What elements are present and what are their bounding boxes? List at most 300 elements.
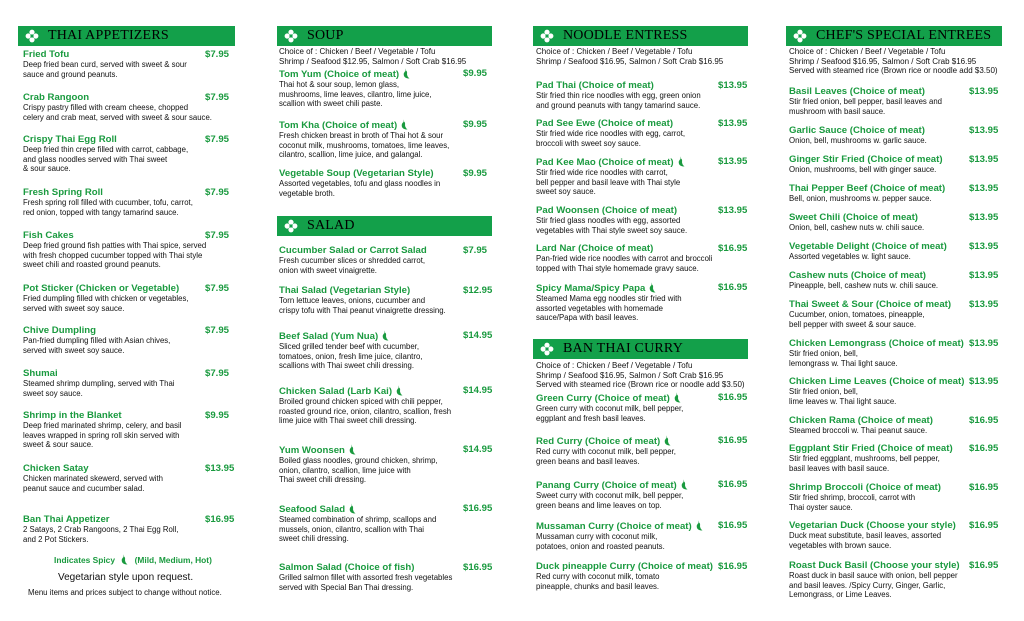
- menu-item-name-text: Thai Sweet & Sour (Choice of meat): [789, 299, 952, 310]
- menu-item-name-text: Cashew nuts (Choice of meat): [789, 270, 926, 281]
- menu-item: [789, 482, 1004, 512]
- menu-item-price: $7.95: [205, 325, 230, 336]
- menu-item: [789, 183, 1004, 204]
- menu-item-price: $7.95: [205, 230, 230, 241]
- menu-item-name: [279, 503, 494, 515]
- menu-item-description: scallion with sweet chili paste.: [279, 99, 383, 109]
- menu-item-name-text: Shumai: [23, 368, 58, 379]
- menu-item-price: $7.95: [205, 134, 230, 145]
- menu-item-description: Pineapple, bell, cashew nuts w. chili sauce.: [789, 281, 939, 290]
- menu-item-name: [279, 245, 494, 256]
- menu-item-name: [279, 119, 494, 131]
- menu-item-name-text: Cucumber Salad or Carrot Salad: [279, 245, 427, 256]
- menu-item-description: Stir fried thin rice noodles with egg, green onion: [536, 91, 701, 100]
- menu-item-description: sweet soy sauce.: [23, 388, 83, 398]
- menu-item-price: $7.95: [463, 245, 488, 256]
- menu-item-name: [279, 285, 494, 296]
- menu-item-description: Assorted vegetables, tofu and glass noodles in: [279, 179, 441, 188]
- menu-item-description: Grilled salmon fillet with assorted fresh vegetables: [279, 573, 453, 582]
- menu-item-price: $13.95: [969, 299, 999, 310]
- spicy-legend-suffix: (Mild, Medium, Hot): [134, 555, 212, 565]
- menu-item-description: Sweet curry with coconut milk, bell pepper,: [536, 491, 684, 500]
- menu-item-description: green beans and lime leaves on top.: [536, 500, 662, 510]
- menu-item-description: Stir fried eggplant, mushrooms, bell pepper,: [789, 454, 940, 463]
- menu-item-description: lime leaves w. Thai light sauce.: [789, 396, 897, 406]
- menu-item-description: Crispy pastry filled with cream cheese, chopped: [23, 103, 189, 112]
- spicy-legend: [54, 554, 212, 565]
- menu-item-price: $13.95: [969, 270, 999, 281]
- chef-title: CHEF'S SPECIAL ENTREES: [816, 28, 992, 43]
- menu-item-description: scallions with Thai sweet chili dressing.: [279, 361, 415, 371]
- menu-item-description: Onion, mushrooms, bell with ginger sauce.: [789, 165, 937, 174]
- menu-item-name: [279, 562, 494, 573]
- menu-item-name-text: Ginger Stir Fried (Choice of meat): [789, 154, 943, 165]
- menu-item-price: $13.95: [969, 154, 999, 165]
- diamond-flower-icon: [540, 29, 554, 43]
- curry-title: BAN THAI CURRY: [563, 341, 684, 356]
- menu-item-price: $13.95: [718, 205, 748, 216]
- menu-item: [279, 245, 494, 275]
- menu-item-description: with fresh chopped cucumber topped with Thai style: [23, 250, 203, 260]
- menu-item: [279, 330, 494, 371]
- menu-item-name: [279, 330, 494, 342]
- menu-item-name: [279, 168, 494, 179]
- menu-item-description: Deep fried bean curd, served with sweet & sour: [23, 60, 187, 69]
- menu-item-price: $16.95: [718, 520, 748, 531]
- menu-item-price: $13.95: [718, 80, 748, 91]
- menu-item-description: Boiled glass noodles, ground chicken, shrimp,: [279, 456, 438, 465]
- menu-item: [23, 514, 238, 544]
- menu-item-price: $7.95: [205, 368, 230, 379]
- menu-item-name-text: Seafood Salad: [279, 504, 346, 515]
- menu-item-price: $7.95: [205, 283, 230, 294]
- chef-header: [786, 26, 1002, 46]
- menu-item-description: served with sweet soy sauce.: [23, 345, 125, 355]
- menu-item-name-text: Vegetable Delight (Choice of meat): [789, 241, 947, 252]
- menu-item-price: $9.95: [205, 410, 230, 421]
- menu-item-description: Red curry with coconut milk, tomato: [536, 572, 660, 581]
- chili-pepper-icon: [648, 282, 657, 293]
- menu-item-description: Fresh cucumber slices or shredded carrot,: [279, 256, 426, 265]
- menu-item: [23, 325, 238, 355]
- menu-item-description: sweet soy sauce.: [536, 187, 596, 197]
- menu-item-price: $16.95: [718, 435, 748, 446]
- menu-item-name-text: Basil Leaves (Choice of meat): [789, 86, 925, 97]
- menu-item-name-text: Yum Woonsen: [279, 445, 345, 456]
- menu-item-description: Cucumber, onion, tomatoes, pineapple,: [789, 310, 925, 319]
- menu-item-description: Stir fried shrimp, broccoli, carrot with: [789, 493, 916, 502]
- menu-item-description: and ground peanuts with tangy tamarind sauce.: [536, 100, 701, 110]
- menu-item-price: $13.95: [969, 125, 999, 136]
- menu-item-price: $9.95: [463, 68, 488, 79]
- chili-pepper-icon: [400, 119, 409, 130]
- menu-item-name-text: Pad See Ewe (Choice of meat): [536, 118, 674, 129]
- menu-item: [279, 285, 494, 315]
- menu-item-description: Assorted vegetables w. light sauce.: [789, 252, 911, 261]
- noodle-choice-note: [536, 47, 751, 66]
- menu-item-name-text: Salmon Salad (Choice of fish): [279, 562, 415, 573]
- menu-item-name-text: Thai Salad (Vegetarian Style): [279, 285, 411, 296]
- menu-item: [789, 270, 1004, 291]
- menu-item-description: Onion, bell, cashew nuts w. chili sauce.: [789, 223, 925, 232]
- menu-item-name-text: Pad Thai (Choice of meat): [536, 80, 654, 91]
- menu-item: [23, 410, 238, 450]
- chili-pepper-icon: [381, 330, 390, 341]
- menu-item-description: Green curry with coconut milk, bell pepper,: [536, 404, 684, 413]
- menu-item-description: Steamed Mama egg noodles stir fried with: [536, 294, 682, 303]
- menu-item-name-text: Shrimp in the Blanket: [23, 410, 122, 421]
- menu-item: [23, 283, 238, 313]
- menu-item: [279, 68, 494, 109]
- menu-item-price: $16.95: [718, 282, 748, 293]
- choice-line: Choice of : Chicken / Beef / Vegetable / Tofu: [536, 47, 693, 56]
- menu-item-description: Fresh spring roll filled with cucumber, tofu, carrot,: [23, 198, 193, 207]
- menu-item-description: and glass noodles served with Thai sweet: [23, 154, 168, 164]
- noodle-title: NOODLE ENTRESS: [563, 28, 688, 43]
- menu-item-name-text: Shrimp Broccoli (Choice of meat): [789, 482, 941, 493]
- choice-line: Shrimp / Seafood $16.95, Salmon / Soft Crab $16.95: [536, 370, 724, 380]
- menu-item: [23, 92, 238, 122]
- menu-item: [23, 368, 238, 398]
- diamond-flower-icon: [284, 219, 298, 233]
- menu-item-price: $7.95: [205, 187, 230, 198]
- menu-item-name-text: Thai Pepper Beef (Choice of meat): [789, 183, 946, 194]
- menu-item-description: Thai sweet chili dressing.: [279, 475, 367, 485]
- menu-item-description: lime juice with Thai sweet chili dressing.: [279, 416, 417, 426]
- menu-item-description: onion with sweet vinaigrette.: [279, 265, 377, 275]
- menu-item-name-text: Vegetarian Duck (Choose your style): [789, 520, 956, 531]
- menu-item-description: Onion, bell, mushrooms w. garlic sauce.: [789, 136, 927, 145]
- menu-item-description: cilantro, scallion, lime juice, and galangal.: [279, 150, 423, 160]
- menu-item: [789, 376, 1004, 406]
- menu-item-name-text: Mussaman Curry (Choice of meat): [536, 521, 692, 532]
- menu-item-description: eggplant and fresh basil leaves.: [536, 413, 646, 423]
- menu-item-description: & sour sauce.: [23, 164, 71, 174]
- menu-item-description: Thai oyster sauce.: [789, 502, 853, 512]
- menu-item: [536, 392, 751, 423]
- menu-item: [23, 49, 238, 79]
- menu-item-description: sauce/Papa with basil leaves.: [536, 313, 639, 323]
- menu-item: [789, 415, 1004, 436]
- menu-item: [279, 503, 494, 544]
- menu-item-name-text: Chicken Salad (Larb Kai): [279, 386, 393, 397]
- menu-item-description: Mussaman curry with coconut milk,: [536, 532, 658, 541]
- menu-item-description: Fried dumpling filled with chicken or vegetables,: [23, 294, 189, 303]
- choice-line: Choice of : Chicken / Beef / Vegetable / Tofu: [789, 47, 946, 56]
- menu-item: [536, 156, 751, 197]
- menu-item-name-text: Tom Kha (Choice of meat): [279, 120, 398, 131]
- noodle-header: [533, 26, 748, 46]
- menu-item: [536, 243, 751, 273]
- menu-item-price: $14.95: [463, 444, 493, 455]
- menu-item-description: pineapple, chunks and basil leaves.: [536, 581, 660, 591]
- menu-item-name-text: Crispy Thai Egg Roll: [23, 134, 117, 145]
- menu-item-description: Fresh chicken breast in broth of Thai hot & sour: [279, 131, 444, 140]
- choice-line: Shrimp / Seafood $16.95, Salmon / Soft Crab $16.95: [536, 56, 724, 66]
- chili-pepper-icon: [120, 554, 129, 565]
- menu-item-name-text: Green Curry (Choice of meat): [536, 393, 670, 404]
- menu-item-name-text: Roast Duck Basil (Choose your style): [789, 560, 960, 571]
- price-change-note: Menu items and prices subject to change without notice.: [28, 588, 222, 597]
- menu-item-description: and 2 Pot Stickers.: [23, 534, 89, 544]
- menu-item-description: mussels, onion, cilantro, scallion with Thai: [279, 524, 425, 534]
- menu-item-name-text: Chive Dumpling: [23, 325, 97, 336]
- menu-item: [23, 134, 238, 174]
- diamond-flower-icon: [284, 29, 298, 43]
- menu-item-price: $16.95: [205, 514, 235, 525]
- menu-item-name-text: Duck pineapple Curry (Choice of meat): [536, 561, 713, 572]
- diamond-flower-icon: [25, 29, 39, 43]
- menu-item: [536, 80, 751, 110]
- menu-item-name-text: Pad Woonsen (Choice of meat): [536, 205, 678, 216]
- menu-item-description: broccoli with sweet soy sauce.: [536, 138, 641, 148]
- menu-item: [789, 520, 1004, 550]
- menu-item-price: $7.95: [205, 92, 230, 103]
- menu-item-description: Stir fried wide rice noodles with egg, carrot,: [536, 129, 686, 138]
- chili-pepper-icon: [695, 520, 704, 531]
- chili-pepper-icon: [677, 156, 686, 167]
- curry-choice-note: [536, 361, 756, 390]
- menu-item-description: Lemongrass, or Lime Leaves.: [789, 590, 892, 600]
- menu-item-description: potatoes, onion and roasted peanuts.: [536, 541, 665, 551]
- menu-item-price: $16.95: [463, 562, 493, 573]
- menu-item-name: [279, 385, 494, 397]
- menu-item: [279, 562, 494, 592]
- menu-item-name: [279, 68, 494, 80]
- menu-item: [279, 168, 494, 198]
- menu-item-description: onion, cilantro, scallion, lime juice with: [279, 465, 411, 475]
- menu-item-name-text: Tom Yum (Choice of meat): [279, 69, 400, 80]
- menu-item: [279, 444, 494, 485]
- menu-item-description: bell pepper with sweet & sour sauce.: [789, 319, 916, 329]
- menu-item-description: Stir fried wide rice noodles with carrot,: [536, 168, 668, 177]
- menu-item: [789, 241, 1004, 262]
- menu-item-price: $16.95: [969, 560, 999, 571]
- menu-item-description: leaves wrapped in spring roll skin served with: [23, 430, 180, 440]
- menu-item: [789, 560, 1004, 600]
- menu-item-description: Deep fried thin crepe filled with carrot, cabbage,: [23, 145, 189, 154]
- menu-item-description: Deep fried marinated shrimp, celery, and basil: [23, 421, 182, 430]
- choice-line: Shrimp / Seafood $12.95, Salmon / Soft Crab $16.95: [279, 56, 467, 66]
- menu-item: [789, 125, 1004, 146]
- menu-item-description: 2 Satays, 2 Crab Rangoons, 2 Thai Egg Roll,: [23, 525, 179, 534]
- appetizers-header: [18, 26, 235, 46]
- vegetarian-note: Vegetarian style upon request.: [58, 572, 194, 583]
- menu-item: [789, 212, 1004, 233]
- choice-line: Choice of : Chicken / Beef / Vegetable / Tofu: [536, 361, 693, 370]
- chili-pepper-icon: [402, 68, 411, 79]
- menu-item-name-text: Crab Rangoon: [23, 92, 90, 103]
- menu-item-name-text: Garlic Sauce (Choice of meat): [789, 125, 925, 136]
- menu-item: [279, 119, 494, 160]
- menu-item: [536, 205, 751, 235]
- diamond-flower-icon: [540, 342, 554, 356]
- appetizers-title: THAI APPETIZERS: [48, 28, 169, 43]
- menu-item-description: assorted vegetables with homemade: [536, 303, 663, 313]
- diamond-flower-icon: [793, 29, 807, 43]
- chili-pepper-icon: [663, 435, 672, 446]
- menu-item-price: $13.95: [969, 338, 999, 349]
- menu-item-description: Sliced grilled tender beef with cucumber,: [279, 342, 419, 351]
- menu-item-name-text: Red Curry (Choice of meat): [536, 436, 661, 447]
- menu-item-description: Duck meat substitute, basil leaves, assorted: [789, 531, 942, 540]
- menu-item-price: $16.95: [969, 482, 999, 493]
- menu-item-description: Pan-fried dumpling filled with Asian chives,: [23, 336, 171, 345]
- menu-item-description: green beans and basil leaves.: [536, 456, 640, 466]
- menu-item-name-text: Chicken Satay: [23, 463, 89, 474]
- menu-item-description: Chicken marinated skewerd, served with: [23, 474, 163, 483]
- menu-item: [23, 230, 238, 270]
- chili-pepper-icon: [673, 392, 682, 403]
- menu-item-name-text: Chicken Lime Leaves (Choice of meat): [789, 376, 965, 387]
- menu-item-description: red onion, topped with tangy tamarind sauce.: [23, 207, 179, 217]
- menu-item-price: $16.95: [463, 503, 493, 514]
- menu-item-description: tomatoes, onion, fresh lime juice, cilantro,: [279, 351, 423, 361]
- chili-pepper-icon: [395, 385, 404, 396]
- menu-item: [536, 435, 751, 466]
- menu-item: [23, 463, 238, 493]
- menu-item: [789, 443, 1004, 473]
- menu-item-price: $16.95: [969, 415, 999, 426]
- menu-item-price: $9.95: [463, 168, 488, 179]
- menu-item-name-text: Chicken Rama (Choice of meat): [789, 415, 933, 426]
- menu-item-price: $13.95: [969, 86, 999, 97]
- menu-item-description: celery and crab meat, served with sweet & sour sauce.: [23, 112, 212, 122]
- menu-item-description: Steamed broccoli w. Thai peanut sauce.: [789, 426, 928, 435]
- menu-item-price: $9.95: [463, 119, 488, 130]
- menu-item-price: $16.95: [969, 520, 999, 531]
- menu-item-name: [279, 444, 494, 456]
- menu-item: [23, 187, 238, 217]
- menu-item-description: sweet chili and roasted ground peanuts.: [23, 260, 161, 270]
- menu-item-description: Red curry with coconut milk, bell pepper,: [536, 447, 676, 456]
- menu-item-price: $13.95: [969, 183, 999, 194]
- menu-item-description: Stir fried onion, bell pepper, basil leaves and: [789, 97, 943, 106]
- menu-item: [789, 299, 1004, 329]
- menu-item-price: $16.95: [718, 392, 748, 403]
- curry-header: [533, 339, 748, 359]
- menu-item-name-text: Spicy Mama/Spicy Papa: [536, 283, 646, 294]
- menu-item-description: Thai hot & sour soup, lemon glass,: [279, 80, 400, 89]
- menu-item-price: $16.95: [718, 561, 748, 572]
- menu-item-name-text: Fresh Spring Roll: [23, 187, 103, 198]
- menu-item-description: vegetables with Thai style sweet soy sauce.: [536, 225, 688, 235]
- menu-item: [536, 479, 751, 510]
- chili-pepper-icon: [348, 503, 357, 514]
- menu-item: [789, 338, 1004, 368]
- menu-item-price: $12.95: [463, 285, 493, 296]
- menu-item-description: mushrooms, lime leaves, cilantro, lime juice,: [279, 89, 432, 99]
- menu-item-description: basil leaves with basil sauce.: [789, 463, 890, 473]
- menu-item-name-text: Ban Thai Appetizer: [23, 514, 110, 525]
- soup-header: [277, 26, 492, 46]
- menu-item: [279, 385, 494, 426]
- menu-item-description: served with sweet soy sauce.: [23, 303, 125, 313]
- menu-item: [536, 118, 751, 148]
- menu-item-price: $16.95: [969, 443, 999, 454]
- menu-item-name-text: Pad Kee Mao (Choice of meat): [536, 157, 674, 168]
- menu-item-name-text: Eggplant Stir Fried (Choice of meat): [789, 443, 953, 454]
- menu-item-description: Deep fried ground fish patties with Thai spice, served: [23, 241, 207, 250]
- menu-item: [536, 520, 751, 551]
- menu-item-name-text: Sweet Chili (Choice of meat): [789, 212, 919, 223]
- menu-item-description: Roast duck in basil sauce with onion, bell pepper: [789, 571, 958, 580]
- spicy-legend-prefix: Indicates Spicy: [54, 555, 115, 565]
- menu-item-name-text: Lard Nar (Choice of meat): [536, 243, 654, 254]
- chef-choice-note: [789, 47, 1009, 76]
- soup-title: SOUP: [307, 28, 344, 43]
- menu-item-description: Steamed combination of shrimp, scallops and: [279, 515, 437, 524]
- menu-item-description: sauce and ground peanuts.: [23, 69, 118, 79]
- menu-item-name-text: Panang Curry (Choice of meat): [536, 480, 677, 491]
- menu-item-name-text: Fish Cakes: [23, 230, 74, 241]
- choice-line: Choice of : Chicken / Beef / Vegetable / Tofu: [279, 47, 436, 56]
- menu-item-description: Stir fried onion, bell,: [789, 349, 858, 358]
- menu-item-name-text: Chicken Lemongrass (Choice of meat): [789, 338, 964, 349]
- menu-item-description: Bell, onion, mushrooms w. pepper sauce.: [789, 194, 932, 203]
- menu-item-description: served with Special Ban Thai dressing.: [279, 582, 414, 592]
- menu-item-description: coconut milk, mushrooms, tomatoes, lime leaves,: [279, 140, 450, 150]
- menu-item-description: Pan-fried wide rice noodles with carrot and broccoli: [536, 254, 713, 263]
- chili-pepper-icon: [348, 444, 357, 455]
- menu-item-description: crispy tofu with Thai peanut vinaigrette dressing.: [279, 305, 446, 315]
- menu-item-description: vegetable broth.: [279, 188, 335, 198]
- menu-item-price: $13.95: [718, 156, 748, 167]
- menu-item: [536, 561, 751, 591]
- menu-item-description: lemongrass w. Thai light sauce.: [789, 358, 898, 368]
- menu-item-description: Stir fried onion, bell,: [789, 387, 858, 396]
- menu-item-description: roasted ground rice, onion, cilantro, scallion, fresh: [279, 406, 452, 416]
- menu-item-price: $7.95: [205, 49, 230, 60]
- menu-item: [789, 154, 1004, 175]
- menu-item: [789, 86, 1004, 116]
- menu-item: [536, 282, 751, 323]
- menu-item-description: sweet & sour sauce.: [23, 440, 94, 450]
- soup-choice-note: [279, 47, 494, 66]
- menu-item-description: mushroom with basil sauce.: [789, 106, 886, 116]
- menu-item-price: $13.95: [969, 212, 999, 223]
- menu-item-price: $16.95: [718, 243, 748, 254]
- menu-item-price: $14.95: [463, 385, 493, 396]
- menu-item-name-text: Fried Tofu: [23, 49, 70, 60]
- menu-item-price: $13.95: [205, 463, 235, 474]
- menu-item-price: $13.95: [969, 241, 999, 252]
- choice-line: Shrimp / Seafood $16.95, Salmon / Soft Crab $16.95: [789, 56, 977, 66]
- menu-item-description: sweet chili dressing.: [279, 534, 349, 544]
- menu-item-name-text: Beef Salad (Yum Nua): [279, 331, 379, 342]
- menu-item-price: $16.95: [718, 479, 748, 490]
- menu-item-price: $14.95: [463, 330, 493, 341]
- salad-header: [277, 216, 492, 236]
- menu-item-description: peanut sauce and cucumber salad.: [23, 483, 145, 493]
- menu-item-description: vegetables with brown sauce.: [789, 540, 892, 550]
- menu-item-description: topped with Thai style homemade gravy sauce.: [536, 263, 699, 273]
- choice-line: Served with steamed rice (Brown rice or noodle add $3.50): [536, 380, 745, 389]
- menu-item-description: Torn lettuce leaves, onions, cucumber and: [279, 296, 426, 305]
- menu-item-description: Steamed shrimp dumpling, served with Thai: [23, 379, 175, 388]
- menu-item-name-text: Pot Sticker (Chicken or Vegetable): [23, 283, 180, 294]
- choice-line: Served with steamed rice (Brown rice or noodle add $3.50): [789, 66, 998, 75]
- menu-item-description: bell pepper and basil leave with Thai style: [536, 177, 681, 187]
- menu-item-description: and basil leaves. /Spicy Curry, Ginger, Garlic,: [789, 580, 946, 590]
- salad-title: SALAD: [307, 218, 355, 233]
- menu-item-description: Stir fried glass noodles with egg, assorted: [536, 216, 681, 225]
- chili-pepper-icon: [680, 479, 689, 490]
- menu-item-name-text: Vegetable Soup (Vegetarian Style): [279, 168, 434, 179]
- menu-item-price: $13.95: [718, 118, 748, 129]
- menu-item-description: Broiled ground chicken spiced with chili pepper,: [279, 397, 443, 406]
- menu-item-price: $13.95: [969, 376, 999, 387]
